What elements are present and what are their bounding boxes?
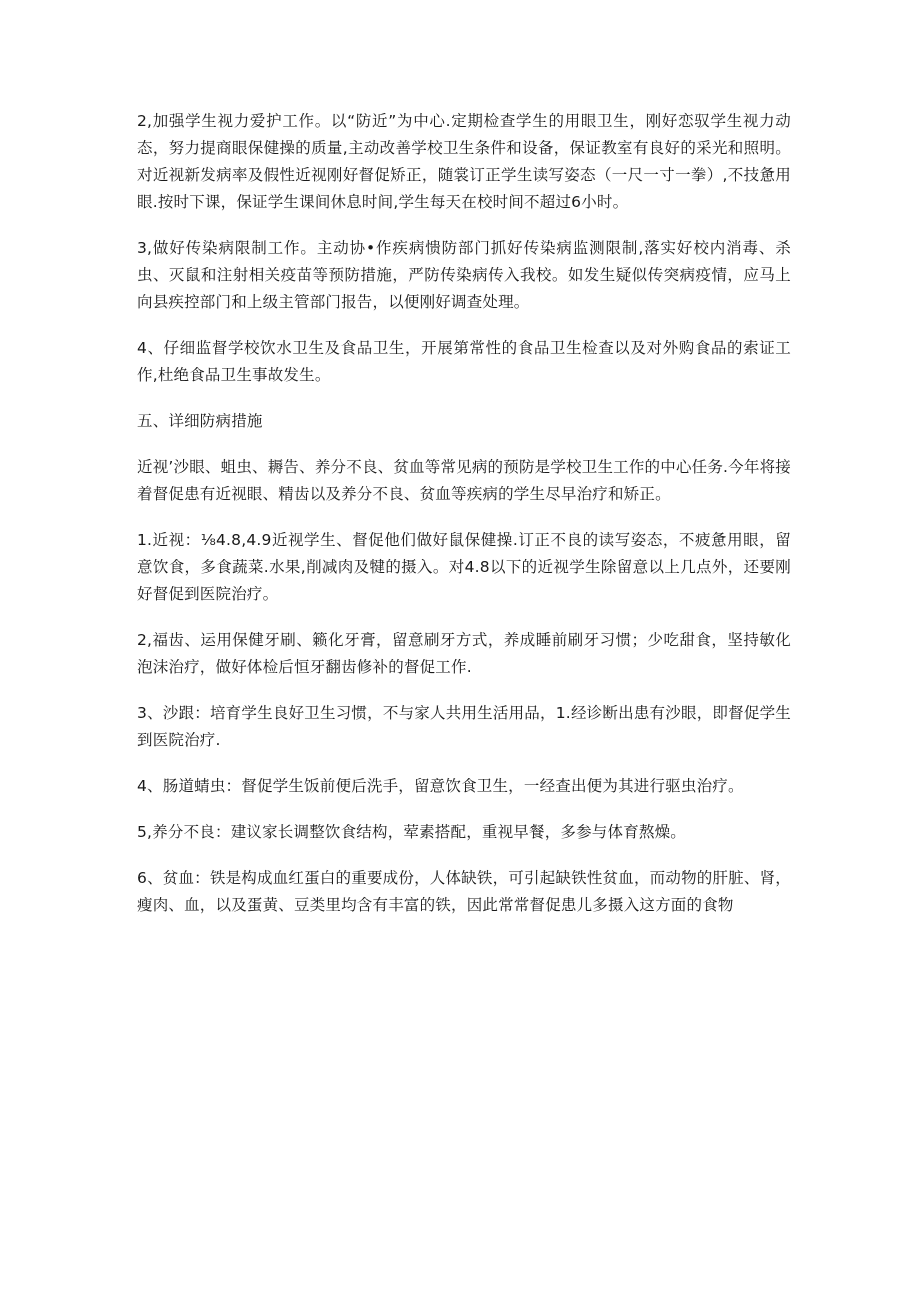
paragraph-water-food-hygiene: 4、仔细监督学校饮水卫生及食品卫生，开展第常性的食品卫生检查以及对外购食品的索证工作,杜绝食品卫生事故发生。: [137, 339, 791, 384]
document-body: [137, 108, 791, 938]
paragraph-trachoma: 3、沙跟：培育学生良好卫生习惯，不与家人共用生活用品，1.经诊断出患有沙眼，即督促学生到医院治疗.: [137, 704, 791, 749]
paragraph-intestinal-parasites: 4、肠道蜻虫：督促学生饭前便后洗手，留意饮食卫生，一经查出便为其进行驱虫治疗。: [137, 777, 744, 795]
paragraph-infectious-disease-control: 3,做好传染病限制工作。主动协•作疾病愦防部门抓好传染病监测限制,落实好校内消毒、杀虫、灭鼠和注射相关疫苗等预防措施，严防传染病传入我校。如发生疑似传突病疫情，应马上向县疾控部门和上级主管部门报告，以便刚好调查处理。: [137, 239, 791, 311]
paragraph-vision-protection: 2,加强学生视力爱护工作。以“防近”为中心.定期检查学生的用眼卫生，刚好恋驭学生视力动态，努力提商眼保健操的质量,主动改善学校卫生条件和设备，保证教室有良好的采光和照明。对近视新发病率及假性近视刚好督促矫正，随裳订正学生读写姿态（一尺一寸一拳）,不技惫用眼.按时下课，保证学生课间休息时间,学生每天在校时间不超过6小时。: [137, 112, 791, 211]
paragraph-malnutrition: 5,养分不良：建议家长调整饮食结构，荤素搭配，重视早餐，多参与体育熬燥。: [137, 823, 686, 841]
paragraph-common-diseases-intro: 近视’沙眼、蛆虫、耨告、养分不良、贫血等常见病的预防是学校卫生工作的中心任务.今年将接着督促患有近视眼、精齿以及养分不良、贫血等疾病的学生尽早治疗和矫正。: [137, 458, 791, 503]
paragraph-dental-caries: 2,福齿、运用保健牙刷、籁化牙膏，留意刷牙方式，养成睡前刷牙习惯；少吃甜食，坚持敏化泡沫治疗，做好体检后恒牙翻齿修补的督促工作.: [137, 631, 791, 676]
paragraph-myopia: 1.近视：⅛4.8,4.9近视学生、督促他们做好鼠保健操.订正不良的读写姿态，不疲惫用眼，留意饮食，多食蔬菜.水果,削减肉及犍的摄入。对4.8以下的近视学生除留意以上几点外，还要刚好督促到医院治疗。: [137, 531, 791, 603]
paragraph-anemia: 6、贫血：铁是构成血红蛋白的重要成份，人体缺铁，可引起缺铁性贫血，而动物的肝脏、肾，瘦肉、血，以及蛋黄、豆类里均含有丰富的铁，因此常常督促患儿多摄入这方面的食物: [137, 869, 791, 914]
section-heading-prevention-measures: 五、详细防病措施: [137, 412, 263, 430]
